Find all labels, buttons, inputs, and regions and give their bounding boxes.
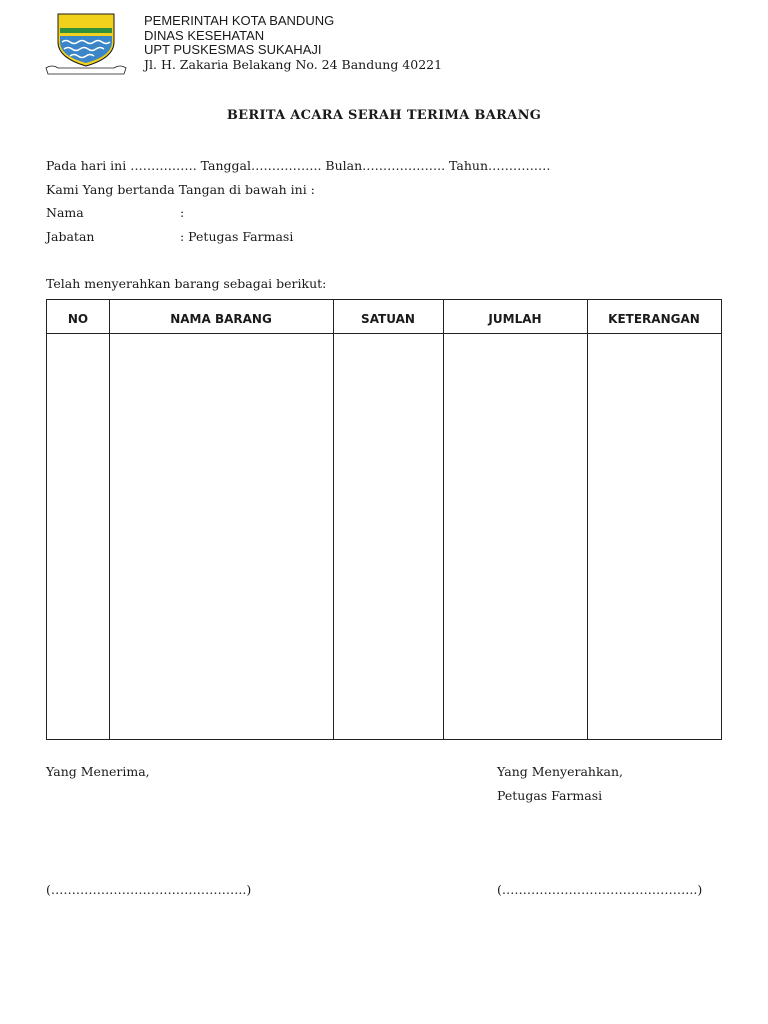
- receiver-label: Yang Menerima,: [46, 764, 150, 779]
- letterhead: [144, 14, 442, 72]
- giver-signature-blank: (………………………………………..): [497, 882, 703, 897]
- statement-line: Kami Yang bertanda Tangan di bawah ini :: [46, 182, 315, 197]
- bandung-city-crest-icon: [44, 12, 128, 76]
- table-column-divider: [443, 300, 444, 739]
- giver-label: Yang Menyerahkan,: [497, 764, 623, 779]
- document-title: BERITA ACARA SERAH TERIMA BARANG: [226, 108, 542, 123]
- table-column-divider: [587, 300, 588, 739]
- letterhead-line-unit: UPT PUSKESMAS SUKAHAJI: [144, 42, 322, 57]
- table-header-jumlah: JUMLAH: [488, 312, 542, 326]
- nama-label: Nama: [46, 205, 84, 220]
- table-column-divider: [333, 300, 334, 739]
- table-header-keterangan: KETERANGAN: [608, 312, 700, 326]
- table-header-divider: [47, 333, 721, 334]
- items-table: [46, 299, 722, 740]
- date-line: Pada hari ini ……………. Tanggal…………….. Bulan……………….. Tahun……………: [46, 158, 551, 173]
- letterhead-line-department: DINAS KESEHATAN: [144, 27, 265, 43]
- table-header-nama-barang: NAMA BARANG: [170, 312, 272, 326]
- table-header-satuan: SATUAN: [361, 312, 415, 326]
- handover-text: Telah menyerahkan barang sebagai berikut:: [46, 276, 327, 291]
- letterhead-line-government: PEMERINTAH KOTA BANDUNG: [144, 13, 335, 28]
- table-header-no: NO: [67, 312, 89, 326]
- nama-value: :: [180, 205, 185, 220]
- receiver-signature-blank: (………………………………………..): [46, 882, 252, 897]
- jabatan-label: Jabatan: [46, 229, 95, 244]
- jabatan-value: : Petugas Farmasi: [180, 229, 294, 244]
- letterhead-address: Jl. H. Zakaria Belakang No. 24 Bandung 40221: [144, 56, 443, 72]
- giver-title: Petugas Farmasi: [497, 788, 603, 803]
- table-column-divider: [109, 300, 110, 739]
